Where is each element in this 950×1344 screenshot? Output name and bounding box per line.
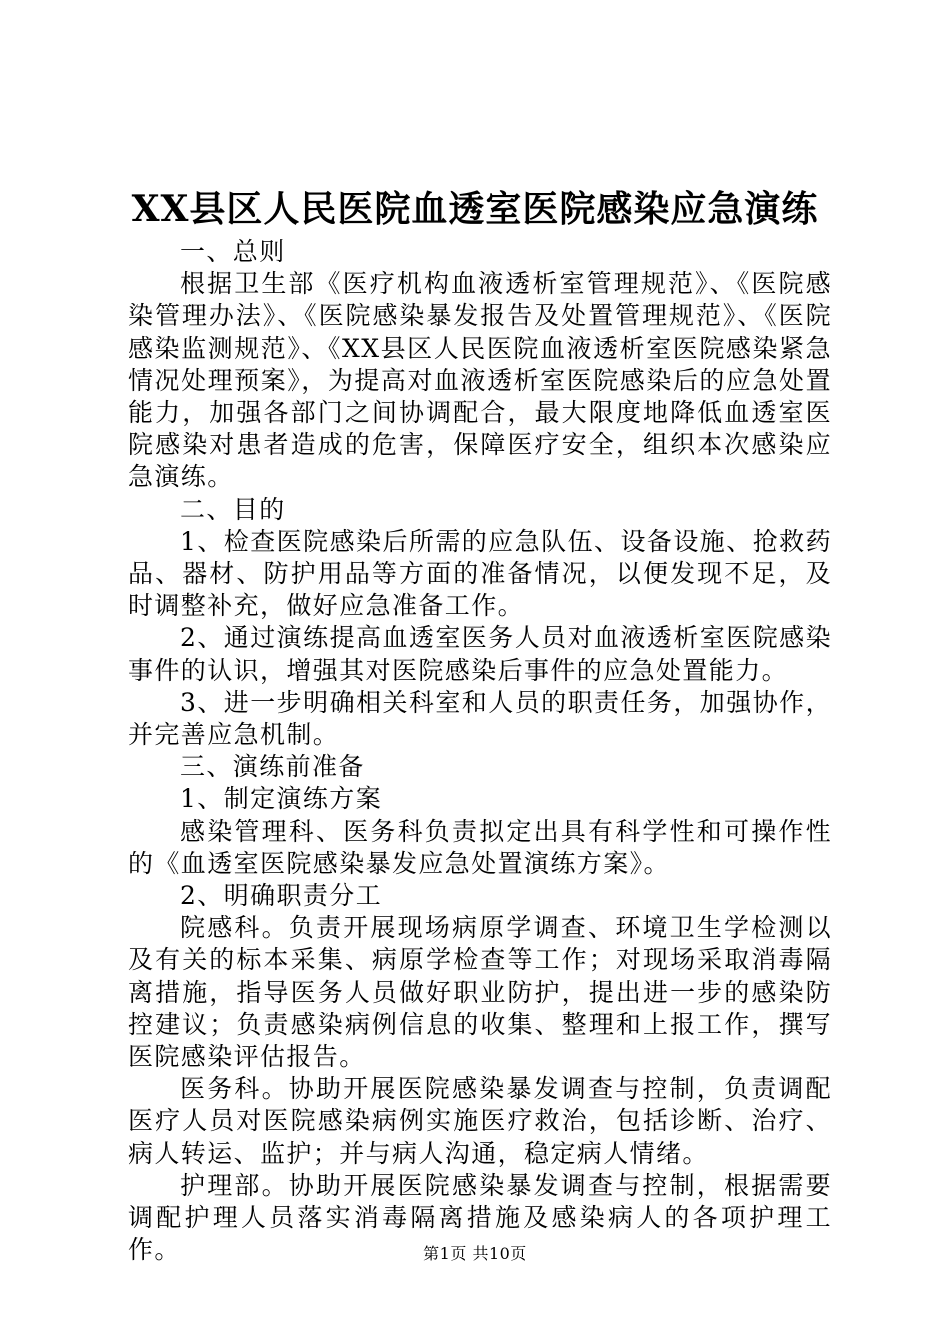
purpose-item-1: 1、检查医院感染后所需的应急队伍、设备设施、抢救药品、器材、防护用品等方面的准备情况，以便发现不足，及时调整补充，做好应急准备工作。	[128, 526, 832, 621]
paragraph-drill-plan: 感染管理科、医务科负责拟定出具有科学性和可操作性的《血透室医院感染暴发应急处置演练方案》。	[128, 816, 832, 878]
section-heading-purpose: 二、目的	[180, 494, 286, 524]
section-heading-preparation: 三、演练前准备	[180, 752, 365, 782]
document-title: XX县区人民医院血透室医院感染应急演练	[131, 188, 819, 230]
section-heading-general: 一、总则	[180, 237, 286, 266]
purpose-item-3: 3、进一步明确相关科室和人员的职责任务，加强协作，并完善应急机制。	[128, 687, 832, 750]
paragraph-nursing-dept: 护理部。协助开展医院感染暴发调查与控制，根据需要调配护理人员落实消毒隔离措施及感染病人的各项护理工作。	[128, 1170, 832, 1265]
subheading-drill-plan: 1、制定演练方案	[180, 784, 383, 814]
page-footer: 第1页 共10页	[423, 1244, 527, 1263]
paragraph-infection-dept: 院感科。负责开展现场病原学调查、环境卫生学检测以及有关的标本采集、病原学检查等工作；对现场采取消毒隔离措施，指导医务人员做好职业防护，提出进一步的感染防控建议；负责感染病例信息的收集、整理和上报工作，撰写医院感染评估报告。	[128, 913, 832, 1072]
purpose-item-2: 2、通过演练提高血透室医务人员对血液透析室医院感染事件的认识，增强其对医院感染后事件的应急处置能力。	[128, 623, 832, 685]
paragraph-medical-affairs: 医务科。协助开展医院感染暴发调查与控制，负责调配医疗人员对医院感染病例实施医疗救治，包括诊断、治疗、病人转运、监护；并与病人沟通，稳定病人情绪。	[128, 1074, 832, 1168]
subheading-responsibilities: 2、明确职责分工	[180, 881, 383, 911]
document-body	[128, 236, 832, 1267]
paragraph-general-body: 根据卫生部《医疗机构血液透析室管理规范》、《医院感染管理办法》、《医院感染暴发报告及处置管理规范》、《医院感染监测规范》、《XX县区人民医院血液透析室医院感染紧急情况处理预案》，为提高对血液透析室医院感染后的应急处置能力，加强各部门之间协调配合，最大限度地降低血透室医院感染对患者造成的危害，保障医疗安全，组织本次感染应急演练。	[128, 269, 832, 492]
